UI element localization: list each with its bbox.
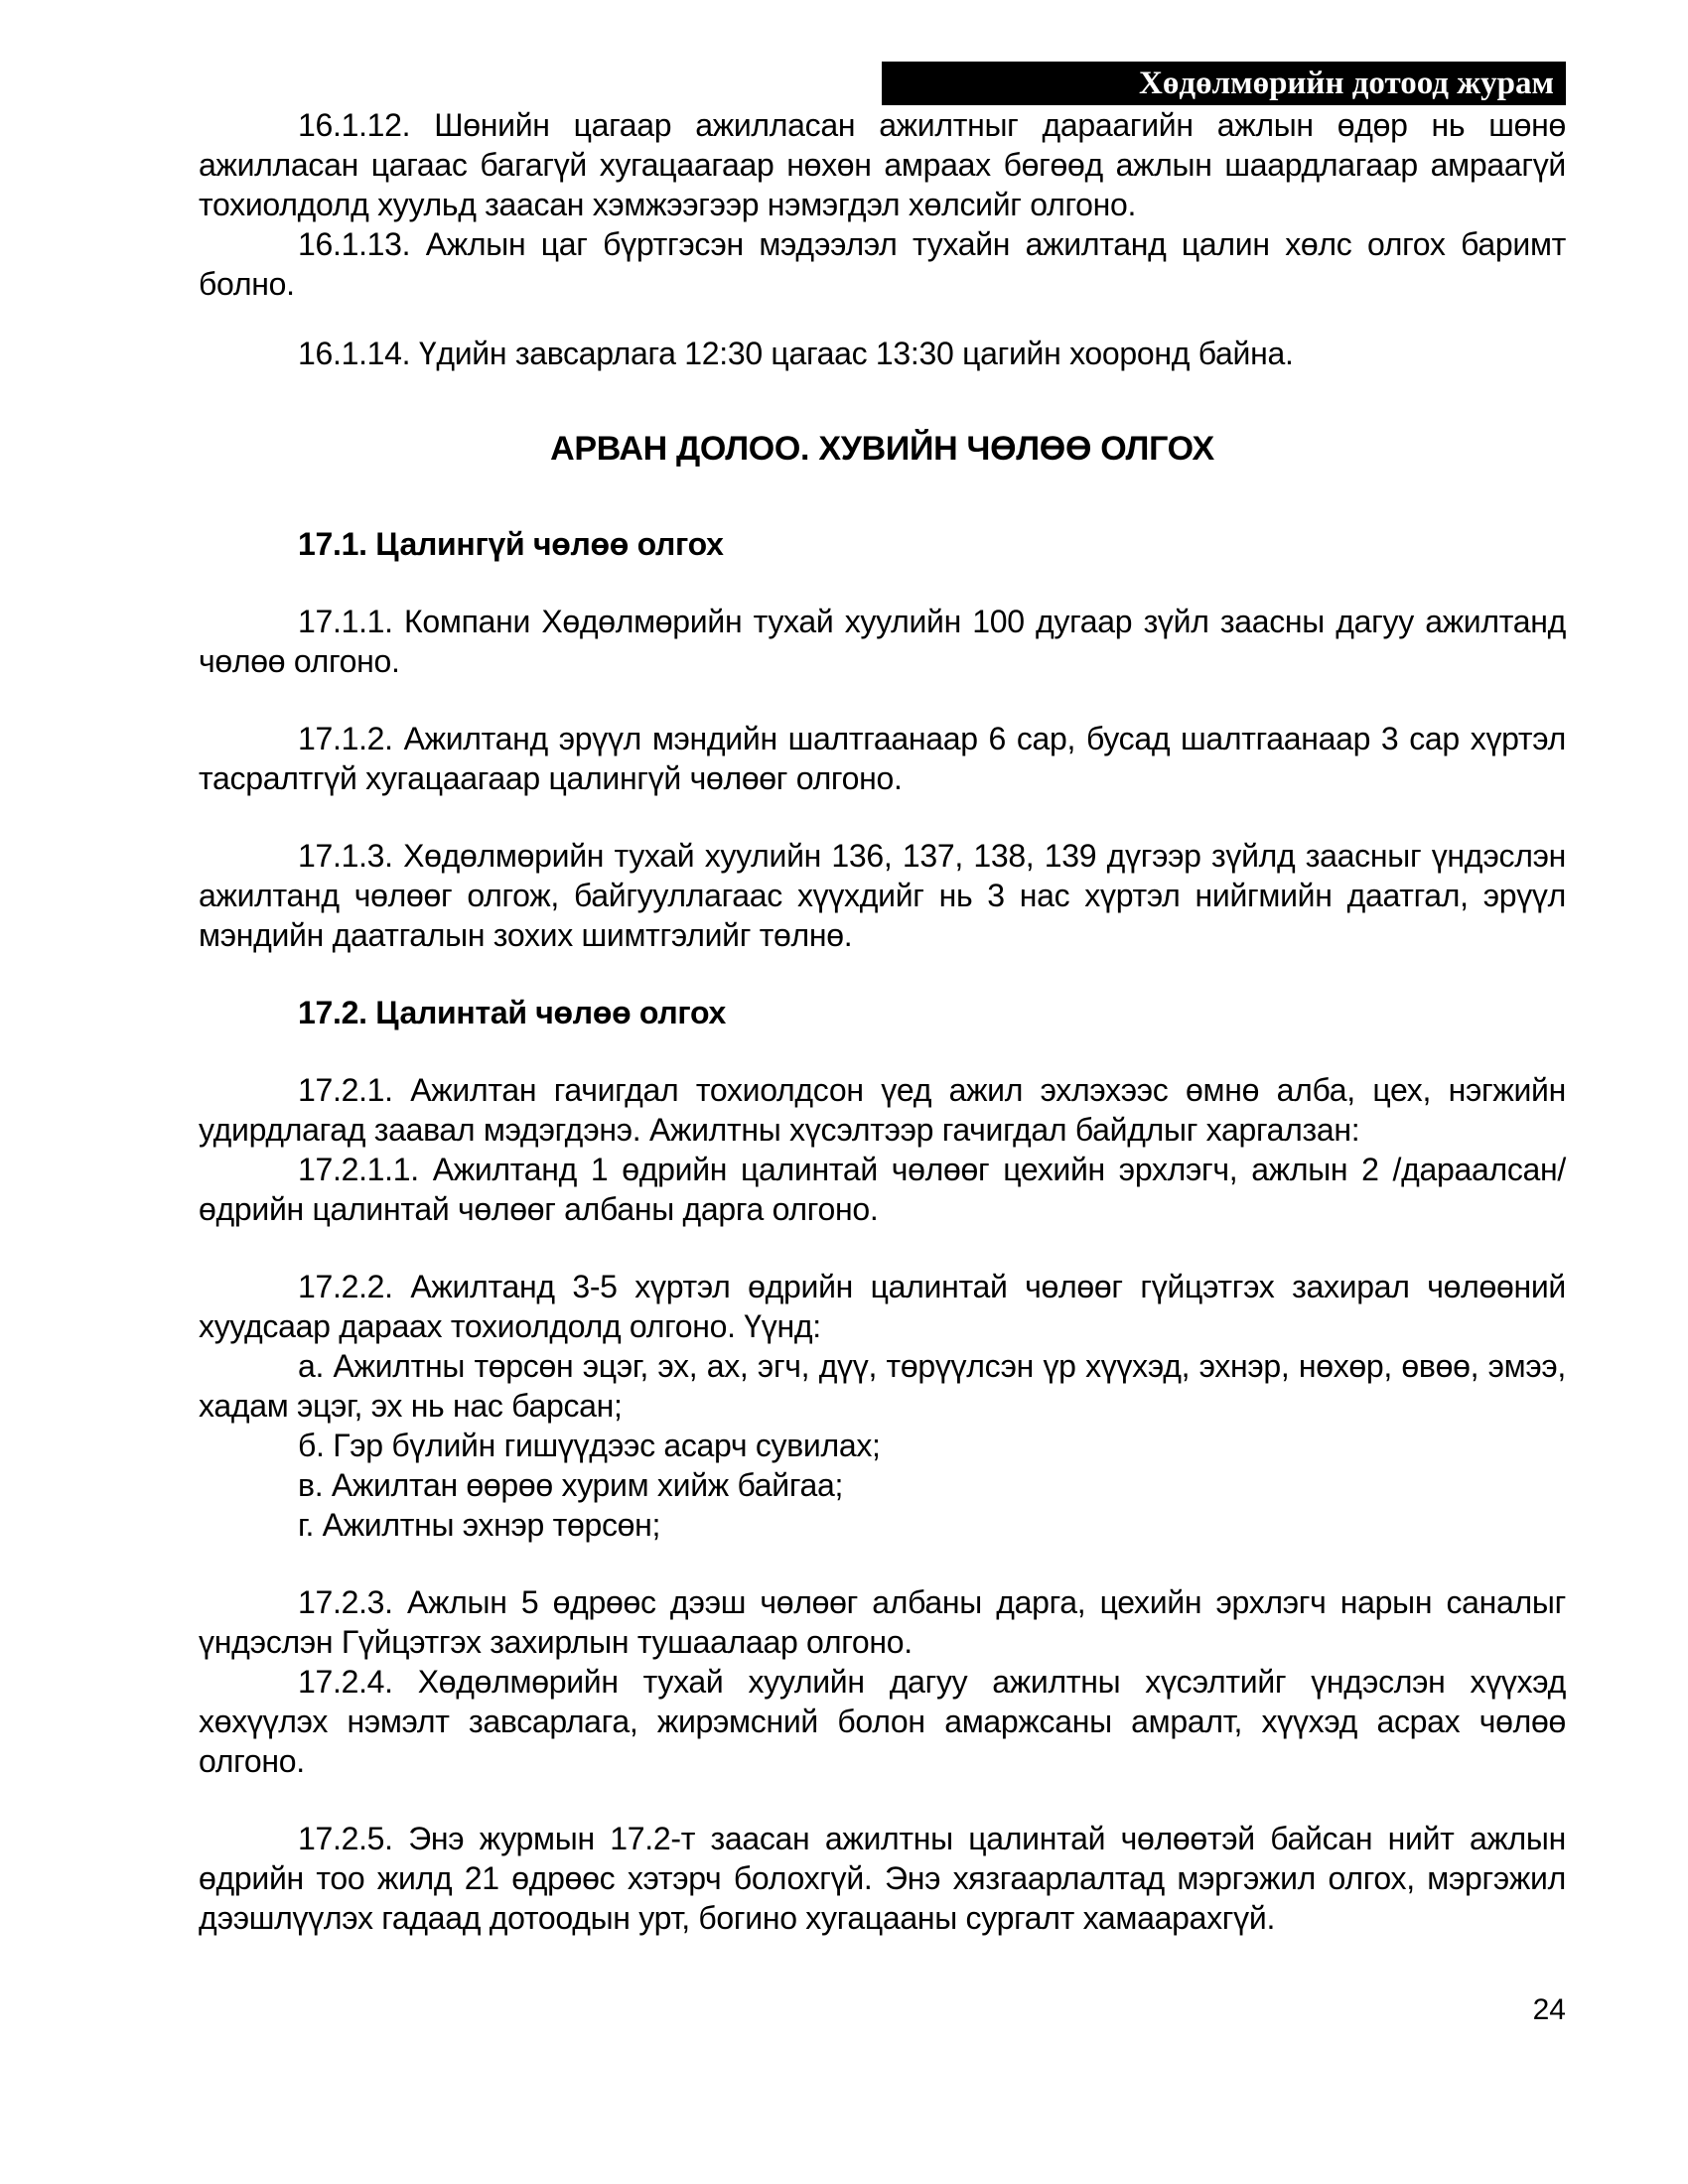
list-item-g: г. Ажилтны эхнэр төрсөн; — [298, 1507, 661, 1543]
paragraph-17-1-1: 17.1.1. Компани Хөдөлмөрийн тухай хуулийн 100 дугаар зүйл заасны дагуу ажилтанд чөлөө олгоно. — [199, 604, 1566, 679]
header-bar — [882, 62, 1566, 105]
paragraph-17-2-4: 17.2.4. Хөдөлмөрийн тухай хуулийн дагуу ажилтны хүсэлтийг үндэслэн хүүхэд хөхүүлэх нэмэлт завсарлага, жирэмсний болон амаржсаны амралт, хүүхэд асрах чөлөө олгоно. — [199, 1664, 1566, 1779]
page-number: 24 — [1532, 1993, 1566, 2026]
chapter-heading: АРВАН ДОЛОО. ХУВИЙН ЧӨЛӨӨ ОЛГОХ — [550, 430, 1214, 468]
paragraph-17-2-3: 17.2.3. Ажлын 5 өдрөөс дээш чөлөөг албаны дарга, цехийн эрхлэгч нарын саналыг үндэслэн Гүйцэтгэх захирлын тушаалаар олгоно. — [199, 1584, 1566, 1660]
paragraph-17-1-2: 17.1.2. Ажилтанд эрүүл мэндийн шалтгаанаар 6 сар, бусад шалтгаанаар 3 сар хүртэл тасралтгүй хугацаагаар цалингүй чөлөөг олгоно. — [199, 721, 1566, 796]
paragraph-17-2-1: 17.2.1. Ажилтан гачигдал тохиолдсон үед ажил эхлэхээс өмнө алба, цех, нэгжийн удирдлагад заавал мэдэгдэнэ. Ажилтны хүсэлтээр гачигдал байдлыг харгалзан: — [199, 1072, 1566, 1148]
list-item-v: в. Ажилтан өөрөө хурим хийж байгаа; — [298, 1467, 844, 1503]
list-item-a: а. Ажилтны төрсөн эцэг, эх, ах, эгч, дүү, төрүүлсэн үр хүүхэд, эхнэр, нөхөр, өвөө, эмээ, хадам эцэг, эх нь нас барсан; — [199, 1348, 1566, 1424]
paragraph-17-1-3: 17.1.3. Хөдөлмөрийн тухай хуулийн 136, 137, 138, 139 дүгээр зүйлд заасныг үндэслэн ажилтанд чөлөөг олгож, байгууллагаас хүүхдийг нь 3 нас хүртэл нийгмийн даатгал, эрүүл мэндийн даатгалын зохих шимтгэлийг төлнө. — [199, 838, 1566, 953]
paragraph-17-2-5: 17.2.5. Энэ журмын 17.2-т заасан ажилтны цалинтай чөлөөтэй байсан нийт ажлын өдрийн тоо жилд 21 өдрөөс хэтэрч болохгүй. Энэ хязгаарлалтад мэргэжил олгох, мэргэжил дээшлүүлэх гадаад дотоодын урт, богино хугацааны сургалт хамаарахгүй. — [199, 1821, 1566, 1936]
document-body — [199, 105, 1566, 1938]
paragraph-16-1-12: 16.1.12. Шөнийн цагаар ажилласан ажилтныг дараагийн ажлын өдөр нь шөнө ажилласан цагаас багагүй хугацаагаар нөхөн амраах бөгөөд ажлын шаардлагаар амраагүй тохиолдолд хуульд заасан хэмжээгээр нэмэгдэл хөлсийг олгоно. — [199, 107, 1566, 222]
list-item-b: б. Гэр бүлийн гишүүдээс асарч сувилах; — [298, 1428, 881, 1463]
section-heading-17-1: 17.1. Цалингүй чөлөө олгох — [298, 526, 724, 562]
paragraph-17-2-1-1: 17.2.1.1. Ажилтанд 1 өдрийн цалинтай чөлөөг цехийн эрхлэгч, ажлын 2 /дараалсан/ өдрийн цалинтай чөлөөг албаны дарга олгоно. — [199, 1152, 1566, 1227]
paragraph-16-1-14: 16.1.14. Үдийн завсарлага 12:30 цагаас 13:30 цагийн хооронд байна. — [298, 336, 1294, 371]
paragraph-17-2-2: 17.2.2. Ажилтанд 3-5 хүртэл өдрийн цалинтай чөлөөг гүйцэтгэх захирал чөлөөний хуудсаар дараах тохиолдолд олгоно. Үүнд: — [199, 1269, 1566, 1344]
header-title: Хөдөлмөрийн дотоод журам — [1139, 66, 1554, 101]
section-heading-17-2: 17.2. Цалинтай чөлөө олгох — [298, 995, 726, 1030]
paragraph-16-1-13: 16.1.13. Ажлын цаг бүртгэсэн мэдээлэл тухайн ажилтанд цалин хөлс олгох баримт болно. — [199, 226, 1566, 302]
